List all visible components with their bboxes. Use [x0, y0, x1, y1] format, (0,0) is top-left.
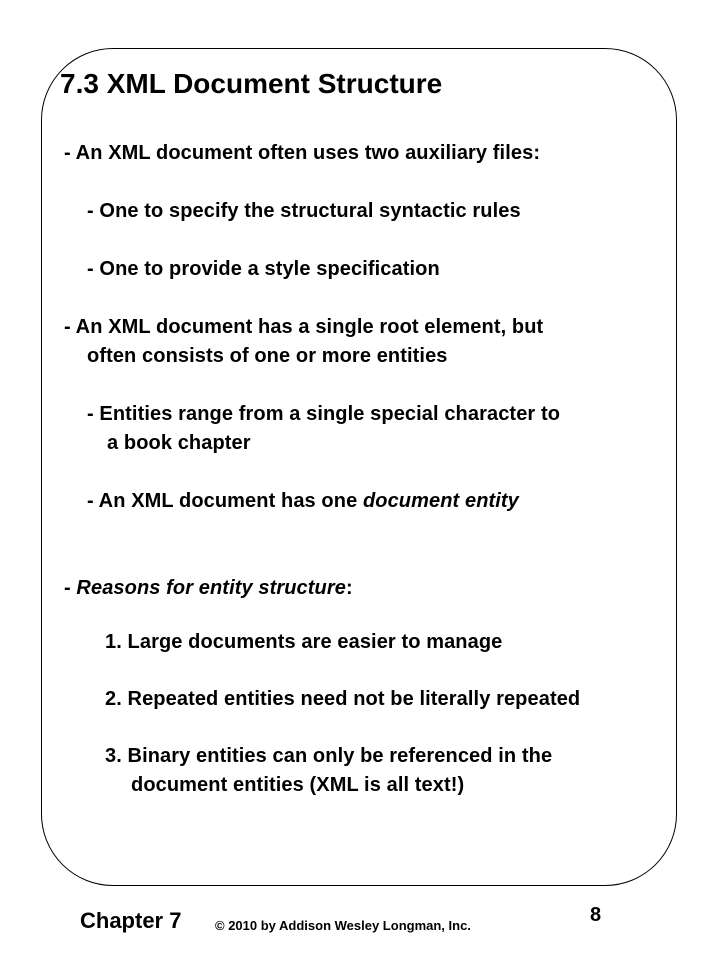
bullet-root-element-continued: [87, 345, 448, 368]
page-number: 8: [590, 904, 602, 926]
bullet-text: - Entities range from a single special character to: [87, 403, 561, 425]
bullet-reasons-heading: [64, 577, 353, 600]
bullet-text: - One to provide a style specification: [87, 258, 440, 280]
reason-item-3: [105, 745, 552, 768]
bullet-text: - An XML document has one: [87, 490, 363, 512]
bullet-text: document entities (XML is all text!): [131, 774, 465, 796]
bullet-text: 3. Binary entities can only be referenced in the: [105, 745, 553, 767]
bullet-text: - An XML document often uses two auxiliary files:: [64, 142, 541, 164]
bullet-auxiliary-files: [64, 142, 540, 165]
sub-bullet-style-specification: [87, 258, 440, 281]
bullet-suffix: :: [345, 577, 353, 599]
bullet-text: 1. Large documents are easier to manage: [105, 631, 503, 653]
slide-title: 7.3 XML Document Structure: [60, 68, 443, 99]
sub-bullet-entities-range: [87, 403, 560, 426]
emphasis-text: Reasons for entity structure: [76, 577, 346, 599]
reason-item-1: [105, 631, 502, 654]
reason-item-3-continued: [131, 774, 464, 797]
sub-bullet-entities-range-continued: [107, 432, 251, 455]
bullet-text: a book chapter: [107, 432, 251, 454]
footer-copyright: © 2010 by Addison Wesley Longman, Inc.: [215, 918, 471, 933]
bullet-text: often consists of one or more entities: [87, 345, 448, 367]
sub-bullet-document-entity: [87, 490, 519, 513]
sub-bullet-syntactic-rules: [87, 200, 521, 223]
bullet-text: 2. Repeated entities need not be literally repeated: [105, 688, 581, 710]
footer-chapter-label: Chapter 7: [80, 908, 182, 933]
bullet-root-element: [64, 316, 543, 339]
reason-item-2: [105, 688, 580, 711]
bullet-text: -: [64, 577, 77, 599]
bullet-text: - An XML document has a single root element, but: [64, 316, 544, 338]
emphasis-text: document entity: [362, 490, 519, 512]
bullet-text: - One to specify the structural syntactic rules: [87, 200, 521, 222]
